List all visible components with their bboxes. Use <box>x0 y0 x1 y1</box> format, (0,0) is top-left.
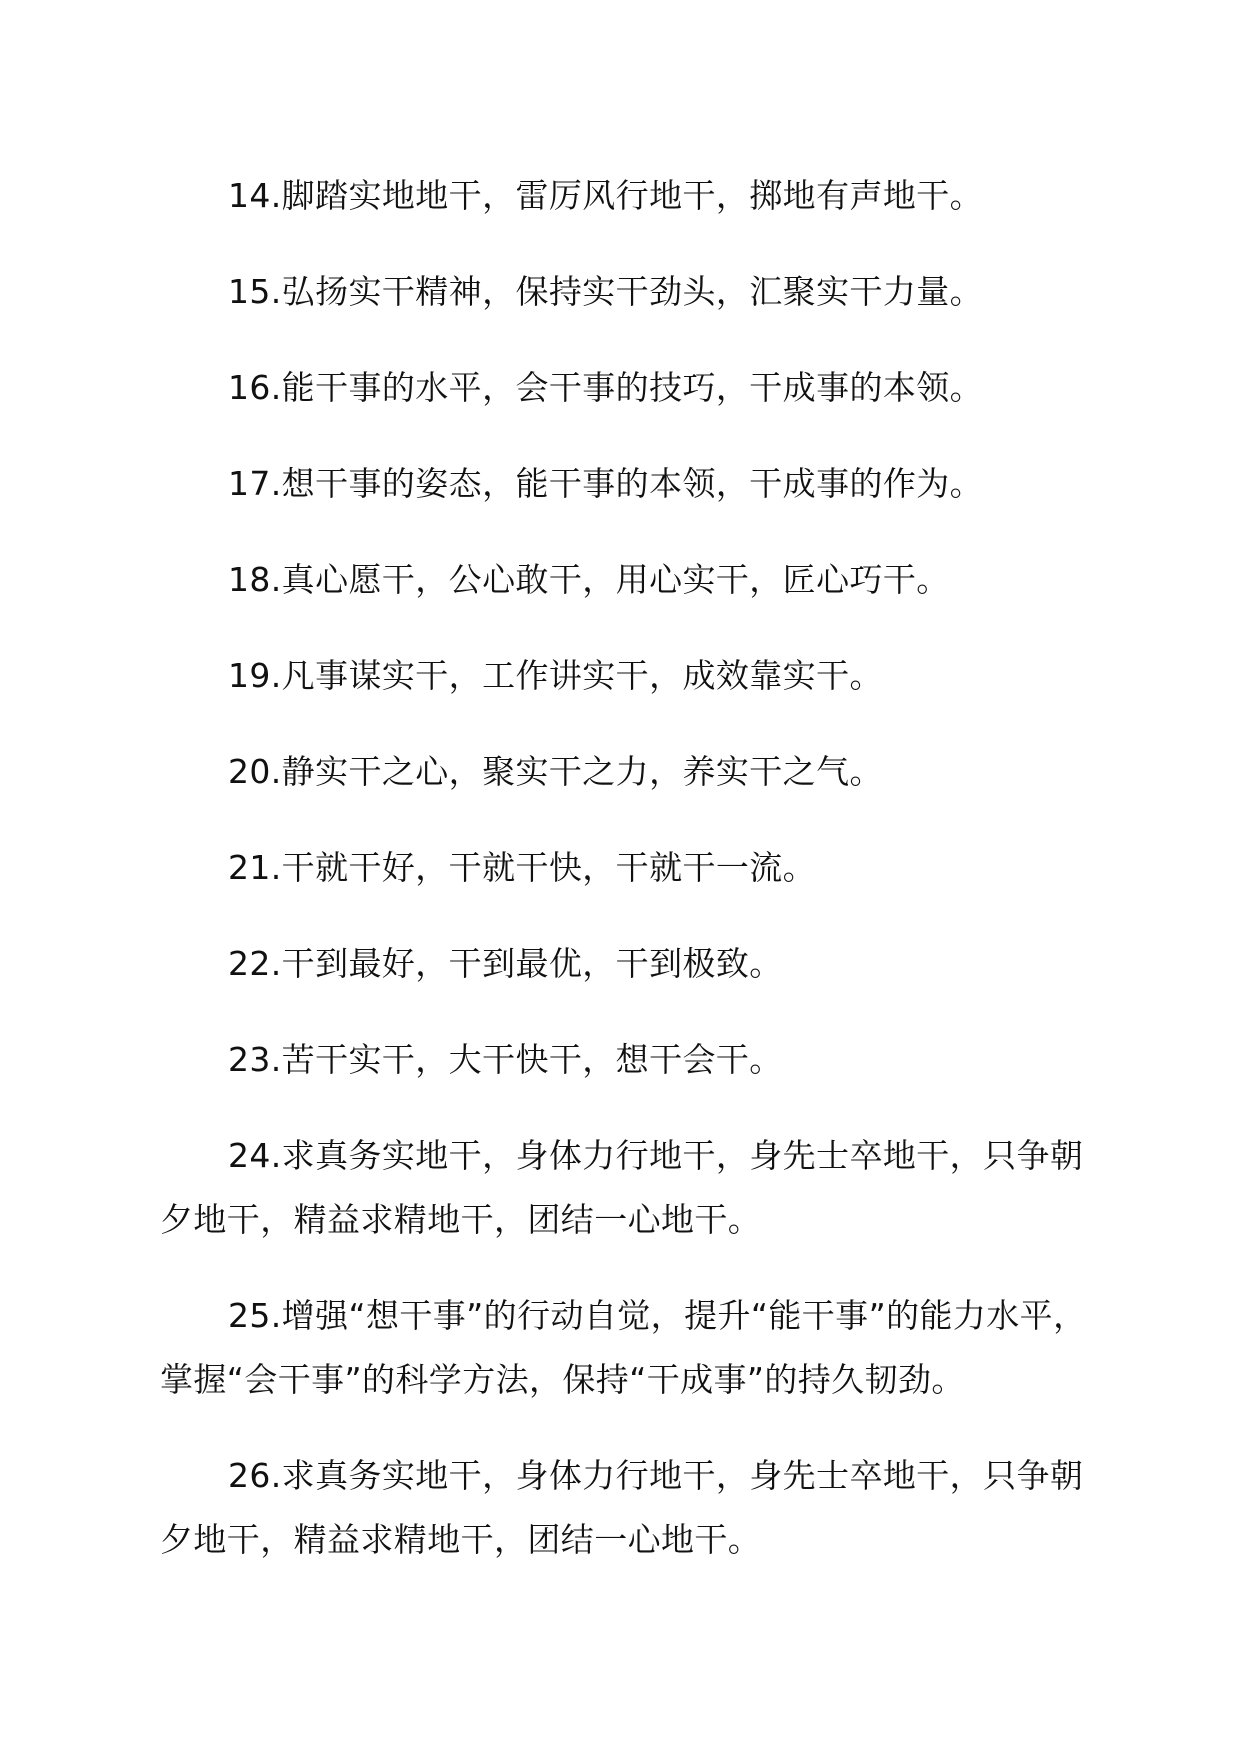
list-item: 20.静实干之心，聚实干之力，养实干之气。 <box>228 752 883 791</box>
list-item: 19.凡事谋实干，工作讲实干，成效靠实干。 <box>228 656 883 695</box>
list-item: 17.想干事的姿态，能干事的本领，干成事的作为。 <box>228 464 984 503</box>
list-item: 14.脚踏实地地干，雷厉风行地干，掷地有声地干。 <box>228 176 984 215</box>
list-item: 16.能干事的水平，会干事的技巧，干成事的本领。 <box>228 368 984 407</box>
list-item: 25.增强“想干事”的行动自觉，提升“能干事”的能力水平，掌握“会干事”的科学方法，保持“干成事”的持久韧劲。 <box>160 1296 1087 1399</box>
list-item: 22.干到最好，干到最优，干到极致。 <box>228 944 783 983</box>
list-item: 24.求真务实地干，身体力行地干，身先士卒地干，只争朝夕地干，精益求精地干，团结一心地干。 <box>160 1136 1084 1239</box>
document-body <box>160 164 1095 1572</box>
list-item: 21.干就干好，干就干快，干就干一流。 <box>228 848 817 887</box>
list-item: 26.求真务实地干，身体力行地干，身先士卒地干，只争朝夕地干，精益求精地干，团结一心地干。 <box>160 1456 1084 1559</box>
list-item: 23.苦干实干，大干快干，想干会干。 <box>228 1040 783 1079</box>
list-item: 18.真心愿干，公心敢干，用心实干，匠心巧干。 <box>228 560 950 599</box>
list-item: 15.弘扬实干精神，保持实干劲头，汇聚实干力量。 <box>228 272 984 311</box>
